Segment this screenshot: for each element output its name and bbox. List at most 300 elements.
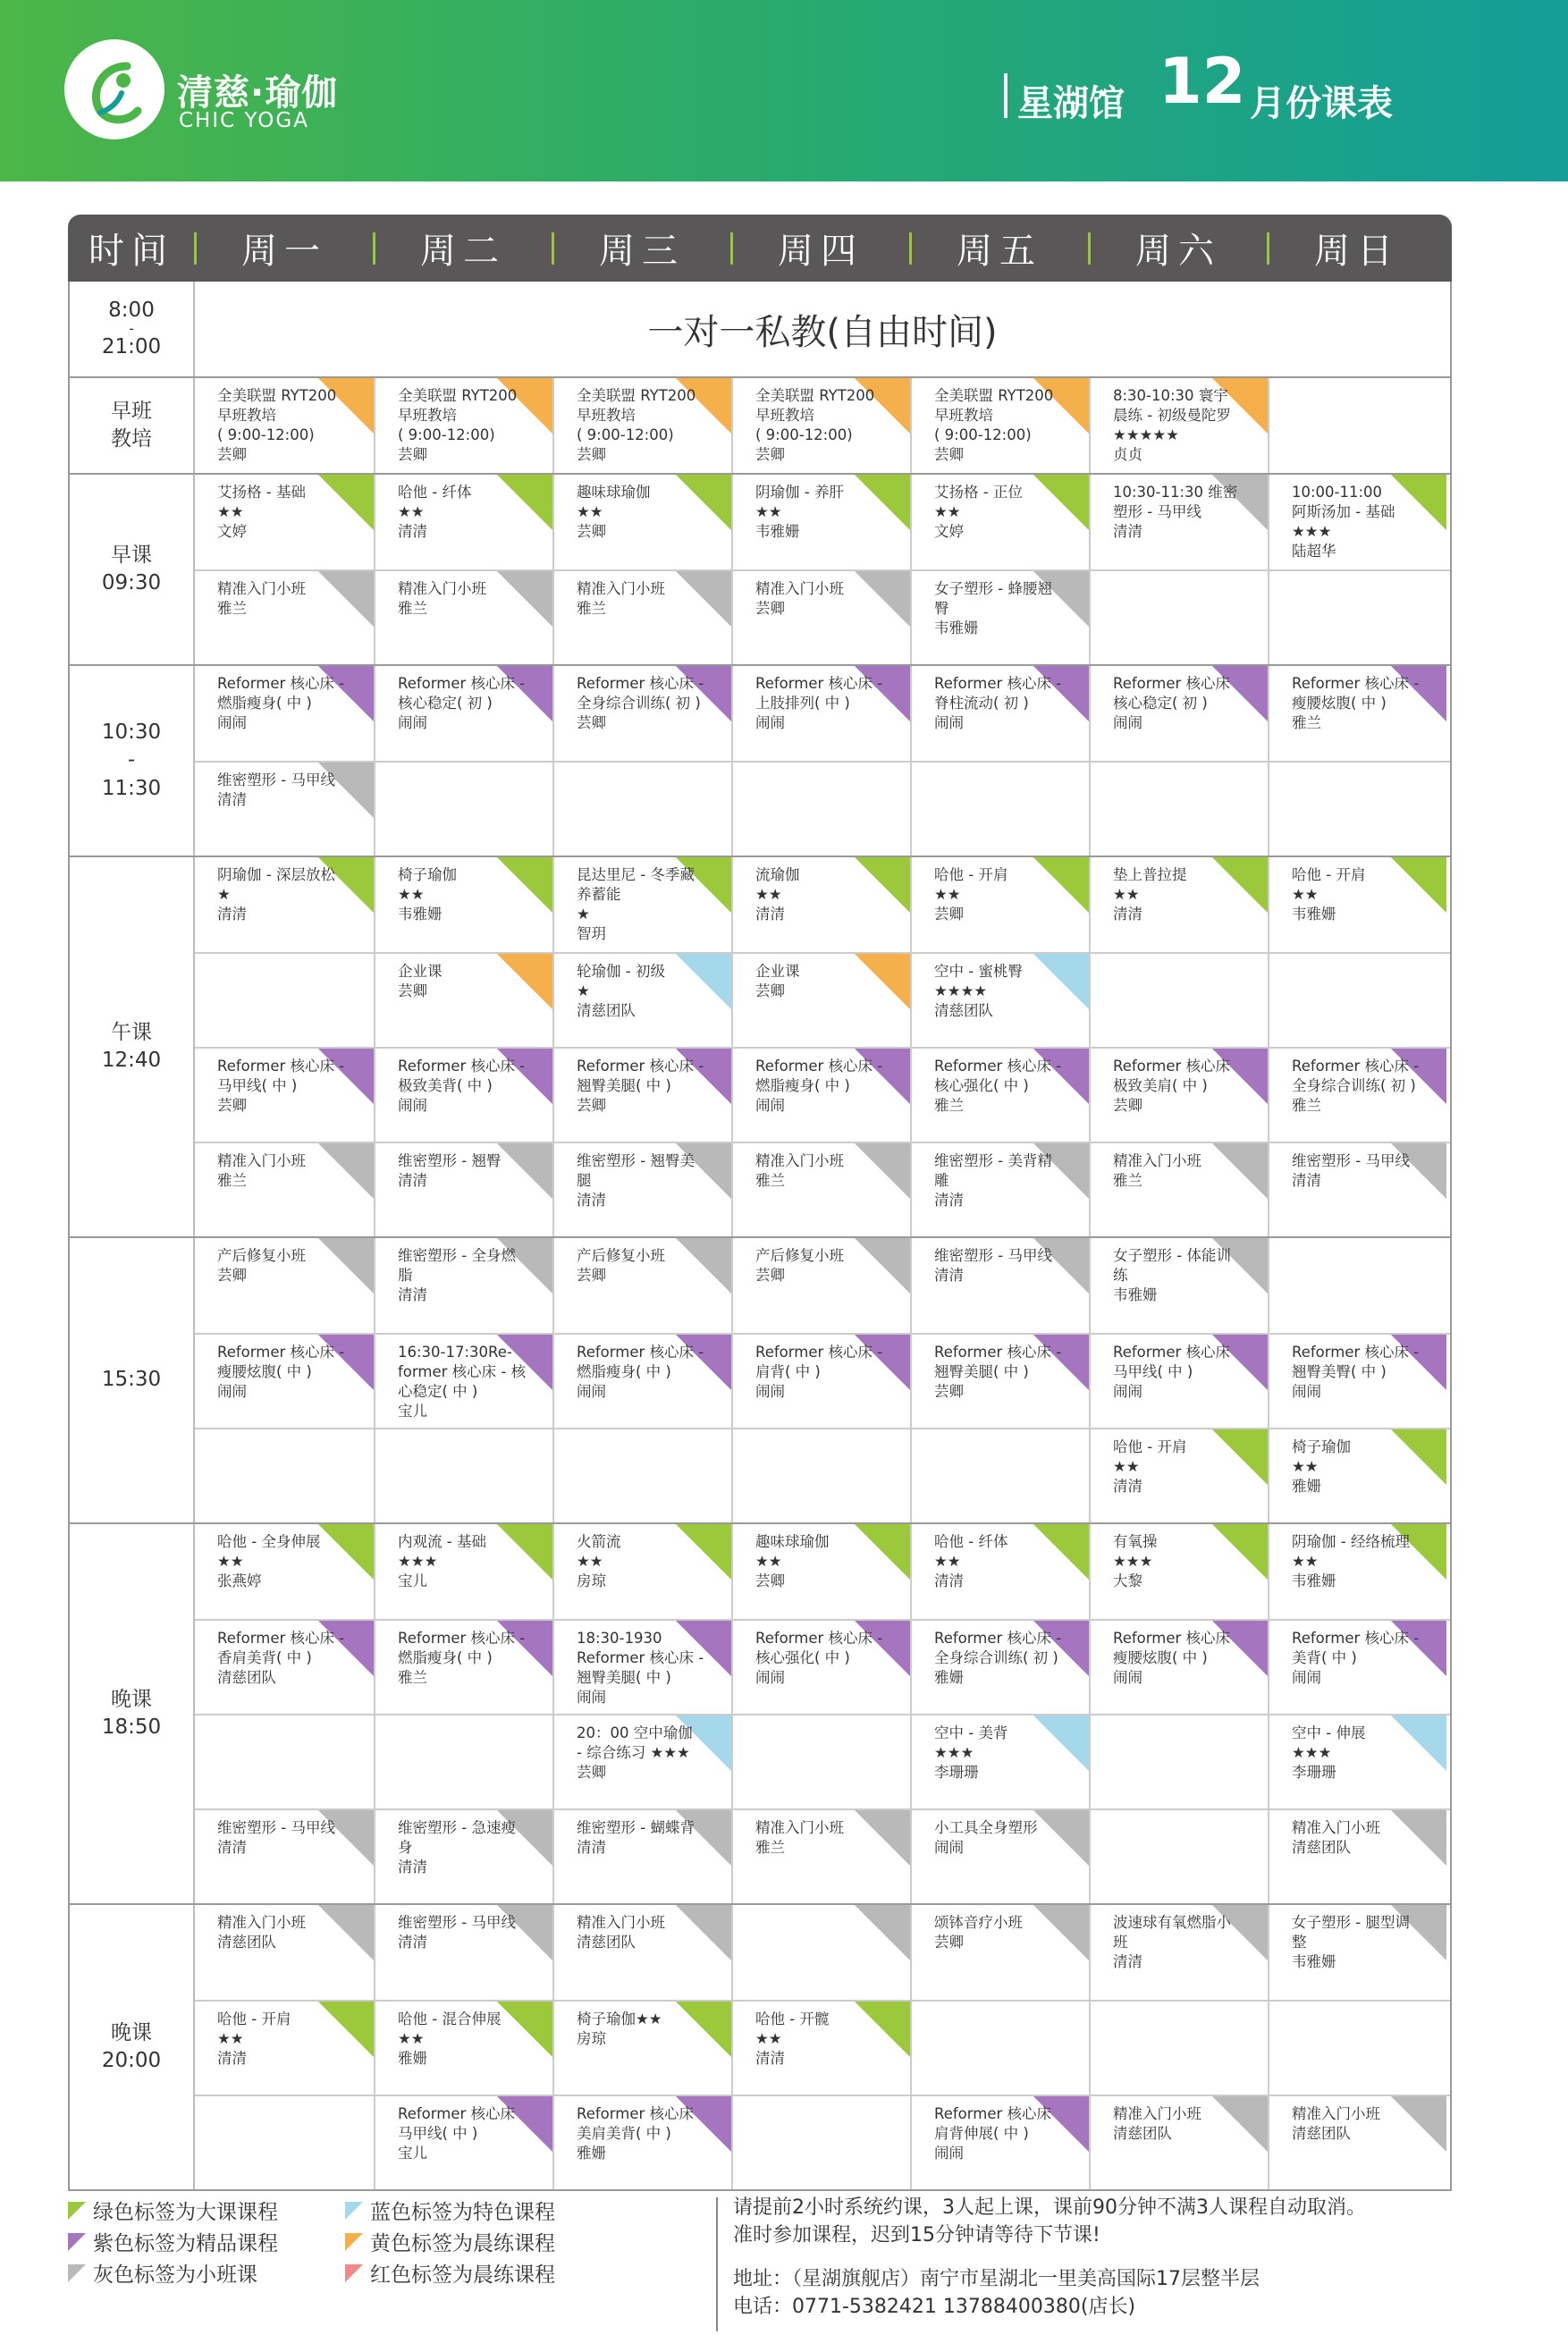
class-text: 闹闹 xyxy=(755,1097,785,1114)
class-cell xyxy=(1089,1429,1268,1522)
class-text: 早班教培 xyxy=(577,407,636,424)
class-cell xyxy=(195,1810,374,1903)
class-text: 闹闹 xyxy=(217,714,247,731)
class-text: 维密塑形 - 美背精 xyxy=(934,1152,1052,1169)
class-text: 哈他 - 混合伸展 xyxy=(398,2010,502,2027)
class-text: 18:30-1930 xyxy=(577,1630,662,1647)
class-cell xyxy=(195,1143,374,1236)
note-late: 准时参加课程，迟到15分钟请等待下节课! xyxy=(733,2224,1100,2246)
class-text: 清清 xyxy=(1113,523,1142,540)
class-cell xyxy=(552,1810,731,1903)
class-text: 肩背( 中 ) xyxy=(755,1363,821,1380)
class-text: 波速球有氧燃脂小 xyxy=(1113,1914,1231,1931)
class-text: 雅兰 xyxy=(1292,714,1321,731)
class-text: 芸卿 xyxy=(755,1267,785,1284)
class-text: 精准入门小班 xyxy=(755,1152,844,1169)
class-text: ★ xyxy=(577,982,590,999)
class-cell xyxy=(195,571,374,664)
class-text: 精准入门小班 xyxy=(398,580,486,597)
class-text: 马甲线( 中 ) xyxy=(217,1077,298,1094)
class-row xyxy=(195,1333,1450,1428)
class-text: 早班教培 xyxy=(755,407,814,424)
legend-label: 蓝色标签为特色课程 xyxy=(370,2201,555,2224)
class-text: 翘臀美臀( 中 ) xyxy=(1292,1363,1387,1380)
class-text: 芸卿 xyxy=(755,982,785,999)
class-text: 芸卿 xyxy=(934,1934,964,1951)
class-text: Reformer 核心床 - xyxy=(398,1058,526,1075)
class-text: 清清 xyxy=(217,2050,247,2067)
class-cell xyxy=(910,1715,1089,1808)
class-text: 班 xyxy=(1113,1934,1128,1951)
class-text: 维密塑形 - 马甲线 xyxy=(398,1914,516,1931)
class-text: ★★ xyxy=(577,1553,603,1570)
class-cell xyxy=(1268,1335,1446,1428)
class-text: Reformer 核心床 xyxy=(1113,1058,1231,1075)
class-text: 肩背伸展( 中 ) xyxy=(934,2125,1029,2142)
class-text: 维密塑形 - 马甲线 xyxy=(217,771,335,788)
class-cell xyxy=(374,1049,552,1142)
class-text: 芸卿 xyxy=(217,1267,247,1284)
class-text: 燃脂瘦身( 中 ) xyxy=(217,695,312,712)
time-line: - xyxy=(127,748,136,772)
day-header-wed: 周三 xyxy=(552,215,731,282)
class-row xyxy=(195,1905,1450,2000)
class-text: 燃脂瘦身( 中 ) xyxy=(398,1649,493,1666)
class-text: 马甲线( 中 ) xyxy=(398,2125,478,2142)
class-text: 芸卿 xyxy=(577,523,606,540)
class-cell xyxy=(374,475,552,569)
class-text: Reformer 核心床 - xyxy=(934,1058,1062,1075)
class-cell xyxy=(1089,1049,1268,1142)
class-text: 雅姗 xyxy=(934,1669,964,1686)
class-text: 趣味球瑜伽 xyxy=(577,484,651,501)
empty-cell xyxy=(731,1715,910,1808)
class-text: 早班教培 xyxy=(398,407,457,424)
class-text: 核心稳定( 初 ) xyxy=(1113,695,1208,712)
class-text: ★★★ xyxy=(1292,523,1332,540)
class-text: Reformer 核心床 - xyxy=(217,1630,345,1647)
class-text: 产后修复小班 xyxy=(577,1247,665,1264)
class-text: 哈他 - 开髋 xyxy=(755,2010,830,2027)
class-text: 文婷 xyxy=(217,523,247,540)
class-cell xyxy=(552,1143,731,1236)
legend-label: 绿色标签为大课课程 xyxy=(93,2201,278,2224)
class-text: 椅子瑜伽★★ xyxy=(577,2010,662,2027)
class-cell xyxy=(731,1143,910,1236)
empty-cell xyxy=(1268,763,1446,856)
class-text: ★★ xyxy=(217,1553,244,1570)
class-text: 企业课 xyxy=(398,963,443,980)
class-text: 宝儿 xyxy=(398,1572,427,1589)
class-text: Reformer 核心床 xyxy=(1113,1344,1231,1361)
class-text: 全美联盟 RYT200 xyxy=(934,387,1054,404)
schedule-table xyxy=(68,215,1452,2191)
empty-cell xyxy=(1089,1715,1268,1808)
class-row xyxy=(195,857,1450,952)
class-text: 雅姗 xyxy=(398,2050,427,2067)
day-header-thu: 周四 xyxy=(731,215,910,282)
class-text: 20：00 空中瑜伽 xyxy=(577,1724,693,1741)
private-session-row xyxy=(70,282,1450,376)
class-row xyxy=(195,1047,1450,1142)
class-text: 芸卿 xyxy=(398,982,427,999)
class-text: 翘臀美腿( 中 ) xyxy=(934,1363,1029,1380)
class-rows xyxy=(195,1905,1450,2189)
class-text: ★★ xyxy=(1292,1458,1319,1475)
class-cell xyxy=(731,2002,910,2095)
class-cell xyxy=(731,1049,910,1142)
class-text: 美肩美背( 中 ) xyxy=(577,2125,671,2142)
class-text: 垫上普拉提 xyxy=(1113,866,1187,883)
class-text: Reformer 核心床 - xyxy=(755,1344,883,1361)
empty-cell xyxy=(1268,2002,1446,2095)
class-text: 闹闹 xyxy=(934,2145,964,2162)
class-cell xyxy=(731,1524,910,1619)
class-cell xyxy=(195,1049,374,1142)
class-text: 清清 xyxy=(577,1192,606,1209)
class-text: 上肢排列( 中 ) xyxy=(755,695,850,712)
tag-gray-corner-icon xyxy=(855,1905,910,1960)
class-text: ★★ xyxy=(1113,1458,1140,1475)
class-text: ★ xyxy=(217,886,231,903)
class-text: 脊柱流动( 初 ) xyxy=(934,695,1029,712)
class-text: 芸卿 xyxy=(577,1764,606,1781)
time-line: 10:30 xyxy=(101,721,162,745)
class-text: 闹闹 xyxy=(1292,1669,1321,1686)
class-text: 清慈团队 xyxy=(577,1934,636,1951)
class-cell xyxy=(552,666,731,761)
legend-item-gray xyxy=(68,2258,257,2288)
class-text: 芸卿 xyxy=(577,714,606,731)
empty-cell xyxy=(374,1429,552,1522)
empty-cell xyxy=(731,763,910,856)
class-text: 雅兰 xyxy=(755,1839,785,1856)
class-text: 哈他 - 开肩 xyxy=(1292,866,1366,883)
class-text: 清清 xyxy=(217,906,247,923)
class-text: ★★ xyxy=(577,503,603,520)
class-text: 哈他 - 开肩 xyxy=(934,866,1008,883)
class-text: 韦雅姗 xyxy=(934,620,979,636)
time-line: 20:00 xyxy=(101,2049,162,2072)
empty-cell xyxy=(374,1715,552,1808)
class-text: former 核心床 - 核 xyxy=(398,1363,527,1380)
legend-label: 黄色标签为晨练课程 xyxy=(370,2232,555,2255)
class-cell xyxy=(195,763,374,856)
class-cell xyxy=(374,1810,552,1903)
schedule-grid xyxy=(68,282,1452,2191)
class-cell xyxy=(552,2002,731,2095)
time-slot-label xyxy=(70,378,195,473)
class-text: 企业课 xyxy=(755,963,800,980)
time-slot-group xyxy=(70,1522,1450,1903)
class-text: 清清 xyxy=(577,1839,606,1856)
class-text: ★★ xyxy=(1113,886,1140,903)
class-text: 早班教培 xyxy=(934,407,993,424)
class-text: 早班教培 xyxy=(217,407,276,424)
class-text: Reformer 核心床 - xyxy=(934,1344,1062,1361)
legend-tag-icon xyxy=(345,2233,363,2251)
class-cell xyxy=(1268,1524,1446,1619)
class-text: ★★★ xyxy=(1113,1553,1153,1570)
class-rows xyxy=(195,666,1450,856)
class-text: Reformer 核心床 - xyxy=(398,1630,526,1647)
class-cell xyxy=(1268,475,1446,569)
class-cell xyxy=(1089,1621,1268,1714)
class-text: Reformer 核心床 - xyxy=(217,1058,345,1075)
class-text: 马甲线( 中 ) xyxy=(1113,1363,1193,1380)
class-text: 精准入门小班 xyxy=(755,1819,844,1836)
phone: 电话：0771-5382421 13788400380(店长) xyxy=(733,2296,1136,2318)
class-text: 阴瑜伽 - 深层放松 xyxy=(217,866,335,883)
class-text: 张燕婷 xyxy=(217,1572,262,1589)
class-text: 内观流 - 基础 xyxy=(398,1533,486,1550)
class-text: 李珊珊 xyxy=(1292,1764,1336,1781)
time-slot-group xyxy=(70,1236,1450,1522)
class-text: 清清 xyxy=(755,2050,785,2067)
class-text: 有氧操 xyxy=(1113,1533,1158,1550)
class-cell xyxy=(731,857,910,952)
class-text: 空中 - 美背 xyxy=(934,1724,1008,1741)
class-text: 芸卿 xyxy=(755,600,785,617)
class-cell xyxy=(731,666,910,761)
class-text: 清清 xyxy=(398,1286,427,1303)
day-header-row xyxy=(68,215,1452,282)
class-cell xyxy=(1089,1335,1268,1428)
class-cell xyxy=(731,1238,910,1333)
class-cell xyxy=(731,571,910,664)
class-text: 全美联盟 RYT200 xyxy=(755,387,875,404)
class-rows xyxy=(195,1524,1450,1903)
class-cell xyxy=(552,1715,731,1808)
class-text: 清慈团队 xyxy=(1292,2125,1351,2142)
class-text: 空中 - 蜜桃臀 xyxy=(934,963,1023,980)
class-text: 闹闹 xyxy=(755,714,785,731)
class-text: 精准入门小班 xyxy=(1113,2105,1201,2122)
class-text: ★★★★★ xyxy=(1113,426,1179,443)
class-cell xyxy=(910,1143,1089,1236)
class-cell xyxy=(910,1621,1089,1714)
class-text: 瘦腰炫腹( 中 ) xyxy=(217,1363,312,1380)
class-text: Reformer 核心床 - xyxy=(217,1344,345,1361)
class-cell xyxy=(1268,1143,1446,1236)
class-text: 产后修复小班 xyxy=(217,1247,306,1264)
class-text: 雅兰 xyxy=(398,1669,427,1686)
class-cell xyxy=(374,2096,552,2189)
class-text: 晨练 - 初级曼陀罗 xyxy=(1113,407,1231,424)
class-text: Reformer 核心床 - xyxy=(577,1344,704,1361)
class-text: 极致美肩( 中 ) xyxy=(1113,1077,1208,1094)
class-text: 雅兰 xyxy=(1292,1097,1321,1114)
class-text: 练 xyxy=(1113,1267,1128,1284)
class-text: 精准入门小班 xyxy=(1292,2105,1380,2122)
class-cell xyxy=(910,666,1089,761)
day-header-sun: 周日 xyxy=(1268,215,1446,282)
footer-divider xyxy=(716,2197,718,2331)
class-text: ★★ xyxy=(217,2030,244,2047)
class-cell xyxy=(731,1905,910,2000)
class-text: 全身综合训练( 初 ) xyxy=(577,695,701,712)
class-text: Reformer 核心床 - xyxy=(934,1630,1062,1647)
legend-tag-icon xyxy=(68,2264,86,2282)
legend-item-purple xyxy=(68,2227,278,2256)
legend-tag-icon xyxy=(68,2233,86,2251)
class-cell xyxy=(1268,1621,1446,1714)
class-text: ( 9:00-12:00) xyxy=(934,426,1032,443)
class-text: 产后修复小班 xyxy=(755,1247,844,1264)
class-text: 芸卿 xyxy=(934,906,964,923)
class-text: 维密塑形 - 翘臀美 xyxy=(577,1152,695,1169)
class-cell xyxy=(1268,1715,1446,1808)
class-text: 空中 - 伸展 xyxy=(1292,1724,1366,1741)
class-text: 全美联盟 RYT200 xyxy=(577,387,696,404)
class-cell xyxy=(374,1143,552,1236)
class-cell xyxy=(374,2002,552,2095)
class-text: 房琼 xyxy=(577,2030,606,2047)
class-text: 维密塑形 - 翘臀 xyxy=(398,1152,502,1169)
class-text: 清清 xyxy=(755,906,785,923)
class-text: 瘦腰炫腹( 中 ) xyxy=(1113,1649,1208,1666)
class-text: Reformer 核心床 xyxy=(1113,1630,1231,1647)
class-text: 维密塑形 - 马甲线 xyxy=(217,1819,335,1836)
class-text: ★★★ xyxy=(398,1553,438,1570)
empty-cell xyxy=(195,2096,374,2189)
class-text: 清清 xyxy=(1113,906,1142,923)
time-slot-label xyxy=(70,1905,195,2189)
legend-tag-icon xyxy=(345,2264,363,2282)
class-text: ( 9:00-12:00) xyxy=(398,426,495,443)
class-text: 清清 xyxy=(398,1934,427,1951)
class-text: 清清 xyxy=(1113,1478,1142,1495)
time-line: 09:30 xyxy=(101,571,162,594)
class-text: 芸卿 xyxy=(1113,1097,1142,1114)
class-text: 雅兰 xyxy=(217,1172,247,1189)
class-cell xyxy=(195,1335,374,1428)
class-text: 燃脂瘦身( 中 ) xyxy=(755,1077,850,1094)
legend-item-red xyxy=(345,2258,555,2288)
empty-cell xyxy=(910,763,1089,856)
time-line: 12:40 xyxy=(101,1049,162,1072)
class-text: 全美联盟 RYT200 xyxy=(217,387,337,404)
class-text: 哈他 - 纤体 xyxy=(934,1533,1008,1550)
class-text: 核心稳定( 初 ) xyxy=(398,695,493,712)
class-row xyxy=(195,666,1450,761)
class-text: 维密塑形 - 马甲线 xyxy=(1292,1152,1410,1169)
time-line: 11:30 xyxy=(101,776,162,800)
time-slot-group xyxy=(70,376,1450,473)
logo-mark-icon xyxy=(64,39,164,139)
day-header-fri: 周五 xyxy=(910,215,1089,282)
class-cell xyxy=(910,475,1089,569)
empty-cell xyxy=(195,954,374,1047)
class-rows xyxy=(195,1238,1450,1522)
class-cell xyxy=(910,1810,1089,1903)
class-text: 芸卿 xyxy=(934,1383,964,1400)
class-text: 闹闹 xyxy=(217,1383,247,1400)
class-text: 清慈团队 xyxy=(1113,2125,1172,2142)
class-text: 闹闹 xyxy=(398,1097,427,1114)
class-text: 哈他 - 全身伸展 xyxy=(217,1533,321,1550)
class-cell xyxy=(1089,2096,1268,2189)
class-text: 贞贞 xyxy=(1113,446,1142,463)
class-cell xyxy=(1089,475,1268,569)
class-cell xyxy=(552,1238,731,1333)
class-text: 翘臀美腿( 中 ) xyxy=(577,1077,671,1094)
time-slot-group xyxy=(70,473,1450,664)
class-cell xyxy=(1089,1524,1268,1619)
class-row xyxy=(195,475,1450,569)
class-text: ★★ xyxy=(398,886,425,903)
legend-tag-icon xyxy=(68,2202,86,2220)
class-text: 极致美背( 中 ) xyxy=(398,1077,493,1094)
class-text: 精准入门小班 xyxy=(1113,1152,1201,1169)
class-text: ( 9:00-12:00) xyxy=(577,426,674,443)
class-cell xyxy=(731,954,910,1047)
brand-name-en: CHIC YOGA xyxy=(179,109,309,132)
class-text: 女子塑形 - 蜂腰翘 xyxy=(934,580,1052,597)
class-text: Reformer 核心床 - xyxy=(1292,1058,1420,1075)
empty-cell xyxy=(195,1715,374,1808)
time-slot-label xyxy=(70,666,195,856)
class-rows xyxy=(195,475,1450,664)
class-row xyxy=(195,1808,1450,1903)
booking-notes xyxy=(733,2194,1366,2321)
time-line: 早课 xyxy=(111,543,152,567)
class-text: 全美联盟 RYT200 xyxy=(398,387,518,404)
class-text: 全身综合训练( 初 ) xyxy=(1292,1077,1416,1094)
class-text: 清慈团队 xyxy=(217,1669,276,1686)
class-text: Reformer 核心床 - xyxy=(934,675,1062,692)
class-cell xyxy=(1268,666,1446,761)
class-text: 文婷 xyxy=(934,523,964,540)
class-text: ★★ xyxy=(755,1553,782,1570)
class-text: 芸卿 xyxy=(577,1267,606,1284)
class-text: 韦雅姗 xyxy=(755,523,800,540)
class-text: ★★ xyxy=(1292,1553,1319,1570)
class-cell xyxy=(374,857,552,952)
time-line: 21:00 xyxy=(101,335,162,358)
class-cell xyxy=(731,1810,910,1903)
empty-cell xyxy=(1089,2002,1268,2095)
class-text: 陆超华 xyxy=(1292,543,1336,560)
class-text: 芸卿 xyxy=(217,446,247,463)
class-cell xyxy=(195,378,374,473)
venue-name: 星湖馆 xyxy=(1017,83,1125,124)
class-text: 火箭流 xyxy=(577,1533,621,1550)
class-text: 核心强化( 中 ) xyxy=(755,1649,850,1666)
class-text: 智玥 xyxy=(577,925,606,942)
class-cell xyxy=(374,1621,552,1714)
class-text: 轮瑜伽 - 初级 xyxy=(577,963,665,980)
time-line: 18:50 xyxy=(101,1715,162,1739)
class-cell xyxy=(374,1335,552,1428)
time-slot-group xyxy=(70,1903,1450,2189)
time-slot-label xyxy=(70,1524,195,1903)
class-row xyxy=(195,1428,1450,1522)
class-text: ★★ xyxy=(755,886,782,903)
class-text: 香肩美背( 中 ) xyxy=(217,1649,312,1666)
class-cell xyxy=(910,378,1089,473)
class-cell xyxy=(374,571,552,664)
class-text: 清清 xyxy=(217,791,247,808)
class-cell xyxy=(374,378,552,473)
class-text: 雅兰 xyxy=(398,600,427,617)
class-text: 韦雅姗 xyxy=(1292,1572,1336,1589)
class-cell xyxy=(195,1621,374,1714)
class-cell xyxy=(1268,1905,1446,2000)
class-text: ★★ xyxy=(1292,886,1319,903)
class-text: 阿斯汤加 - 基础 xyxy=(1292,503,1395,520)
class-text: 核心强化( 中 ) xyxy=(934,1077,1029,1094)
